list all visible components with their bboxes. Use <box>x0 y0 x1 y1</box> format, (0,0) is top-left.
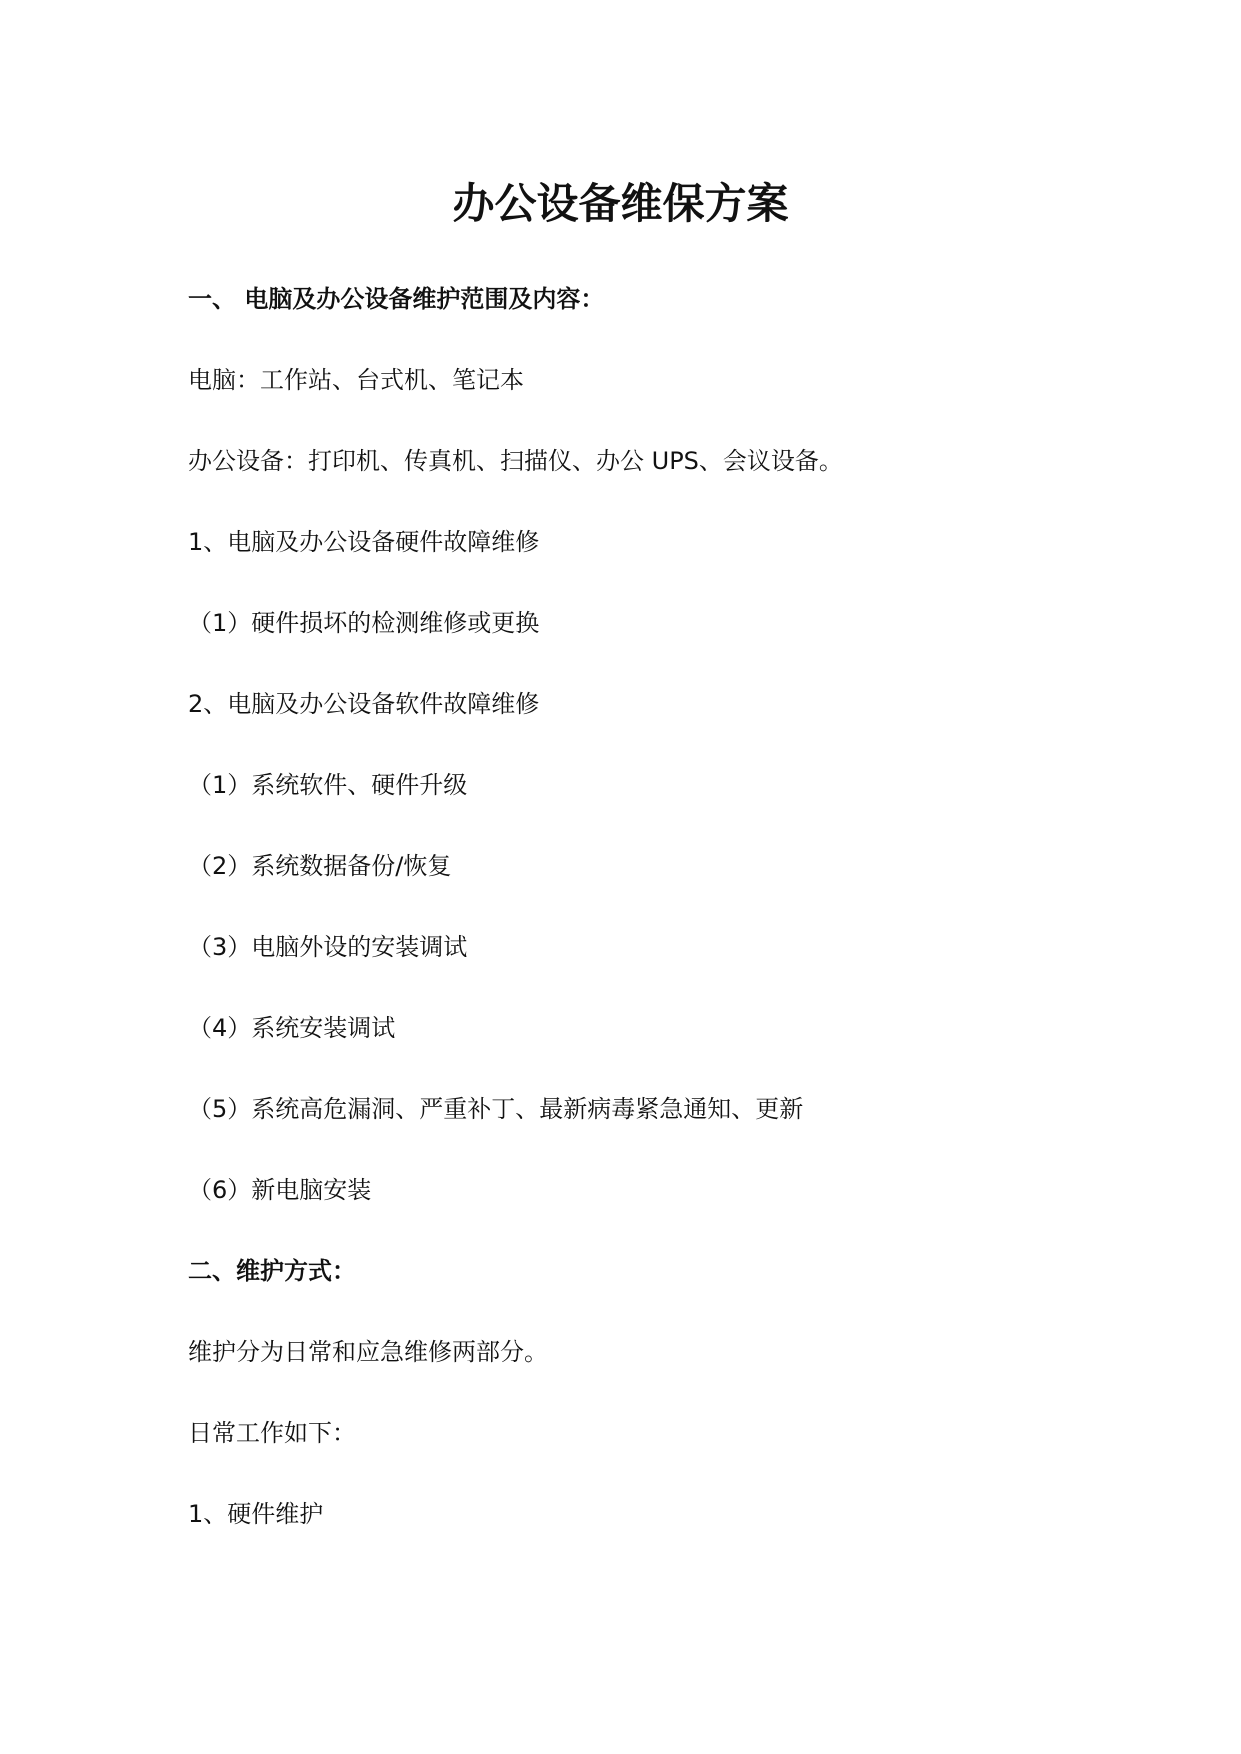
sub-item-hardware-1: （1）硬件损坏的检测维修或更换 <box>188 609 540 637</box>
sub-item-software-6: （6）新电脑安装 <box>188 1176 372 1204</box>
paragraph-daily-work: 日常工作如下： <box>188 1419 356 1447</box>
sub-item-software-2: （2）系统数据备份/恢复 <box>188 852 452 880</box>
paragraph-maintenance-parts: 维护分为日常和应急维修两部分。 <box>188 1338 548 1366</box>
paragraph-computers: 电脑：工作站、台式机、笔记本 <box>188 366 524 394</box>
list-item-software-repair: 2、电脑及办公设备软件故障维修 <box>188 690 540 718</box>
sub-item-software-4: （4）系统安装调试 <box>188 1014 396 1042</box>
sub-item-software-3: （3）电脑外设的安装调试 <box>188 933 468 961</box>
list-item-hardware-repair: 1、电脑及办公设备硬件故障维修 <box>188 528 540 556</box>
sub-item-software-1: （1）系统软件、硬件升级 <box>188 771 468 799</box>
section-heading-method: 二、维护方式： <box>188 1257 356 1285</box>
list-item-hardware-maintenance: 1、硬件维护 <box>188 1500 324 1528</box>
paragraph-office-equipment: 办公设备：打印机、传真机、扫描仪、办公 UPS、会议设备。 <box>188 447 843 475</box>
sub-item-software-5: （5）系统高危漏洞、严重补丁、最新病毒紧急通知、更新 <box>188 1095 804 1123</box>
section-heading-scope: 一、 电脑及办公设备维护范围及内容： <box>188 285 605 313</box>
document-title: 办公设备维保方案 <box>452 179 789 228</box>
